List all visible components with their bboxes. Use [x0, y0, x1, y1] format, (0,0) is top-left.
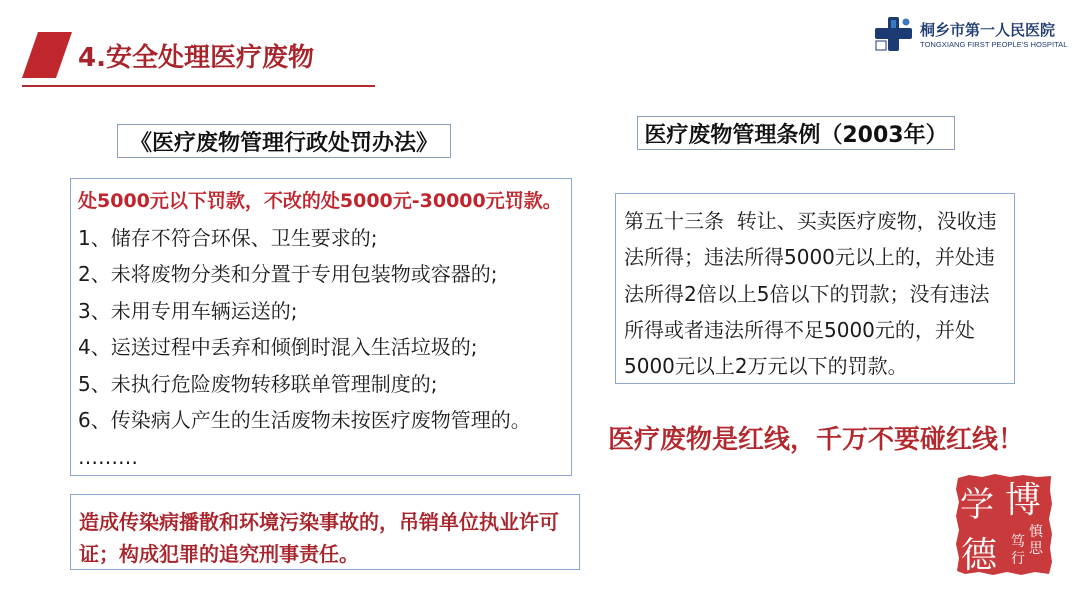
title-accent-shape: [0, 0, 80, 90]
article-box: [615, 193, 1015, 384]
list-item: 6、传染病人产生的生活废物未按医疗废物管理的。: [78, 408, 531, 432]
seal-char: 博: [1005, 480, 1042, 521]
red-line-slogan: 医疗废物是红线，千万不要碰红线！: [608, 425, 1025, 455]
seal-char: 慎: [1029, 524, 1043, 540]
list-item: 4、运送过程中丢弃和倾倒时混入生活垃圾的;: [78, 335, 478, 359]
article-line: 第五十三条 转让、买卖医疗废物，没收违: [624, 209, 997, 233]
article-line: 5000元以上2万元以下的罚款。: [624, 354, 908, 378]
seal-char: 笃: [1011, 534, 1025, 550]
slide-title: 4.安全处理医疗废物: [78, 43, 314, 73]
consequence-line: 证；构成犯罪的追究刑事责任。: [79, 542, 359, 566]
right-heading-box: [637, 116, 955, 150]
title-underline: [22, 85, 375, 87]
right-heading-text: 医疗废物管理条例（2003年）: [644, 122, 948, 148]
article-line: 法所得2倍以上5倍以下的罚款；没有违法: [624, 281, 990, 306]
list-item: 2、未将废物分类和分置于专用包装物或容器的;: [78, 262, 498, 286]
seal-char: 思: [1029, 541, 1043, 557]
seal-char: 德: [961, 535, 998, 576]
seal-char: 行: [1011, 551, 1025, 567]
hospital-cross-icon: [874, 17, 914, 51]
hospital-name-cn: 桐乡市第一人民医院: [920, 21, 1056, 39]
article-line: 所得或者违法所得不足5000元的，并处: [624, 317, 975, 342]
list-item: 1、储存不符合环保、卫生要求的;: [78, 225, 378, 250]
penalty-statement: 处5000元以下罚款，不改的处5000元-30000元罚款。: [78, 190, 562, 212]
list-item: 3、未用专用车辆运送的;: [78, 298, 298, 323]
list-item: 5、未执行危险废物转移联单管理制度的;: [78, 371, 438, 396]
article-line: 法所得；违法所得5000元以上的，并处违: [624, 245, 995, 270]
left-heading-text: 《医疗废物管理行政处罚办法》: [129, 130, 438, 156]
penalty-list-box: [70, 178, 572, 476]
consequence-line: 造成传染病播散和环境污染事故的，吊销单位执业许可: [79, 510, 559, 534]
left-heading-box: [117, 124, 451, 158]
consequence-box: [70, 494, 580, 570]
list-ellipsis: ………: [78, 444, 138, 469]
seal-char: 学: [960, 485, 994, 525]
hospital-name-en: TONGXIANG FIRST PEOPLE'S HOSPITAL: [920, 40, 1068, 49]
seal-stamp-icon: [955, 474, 1053, 576]
